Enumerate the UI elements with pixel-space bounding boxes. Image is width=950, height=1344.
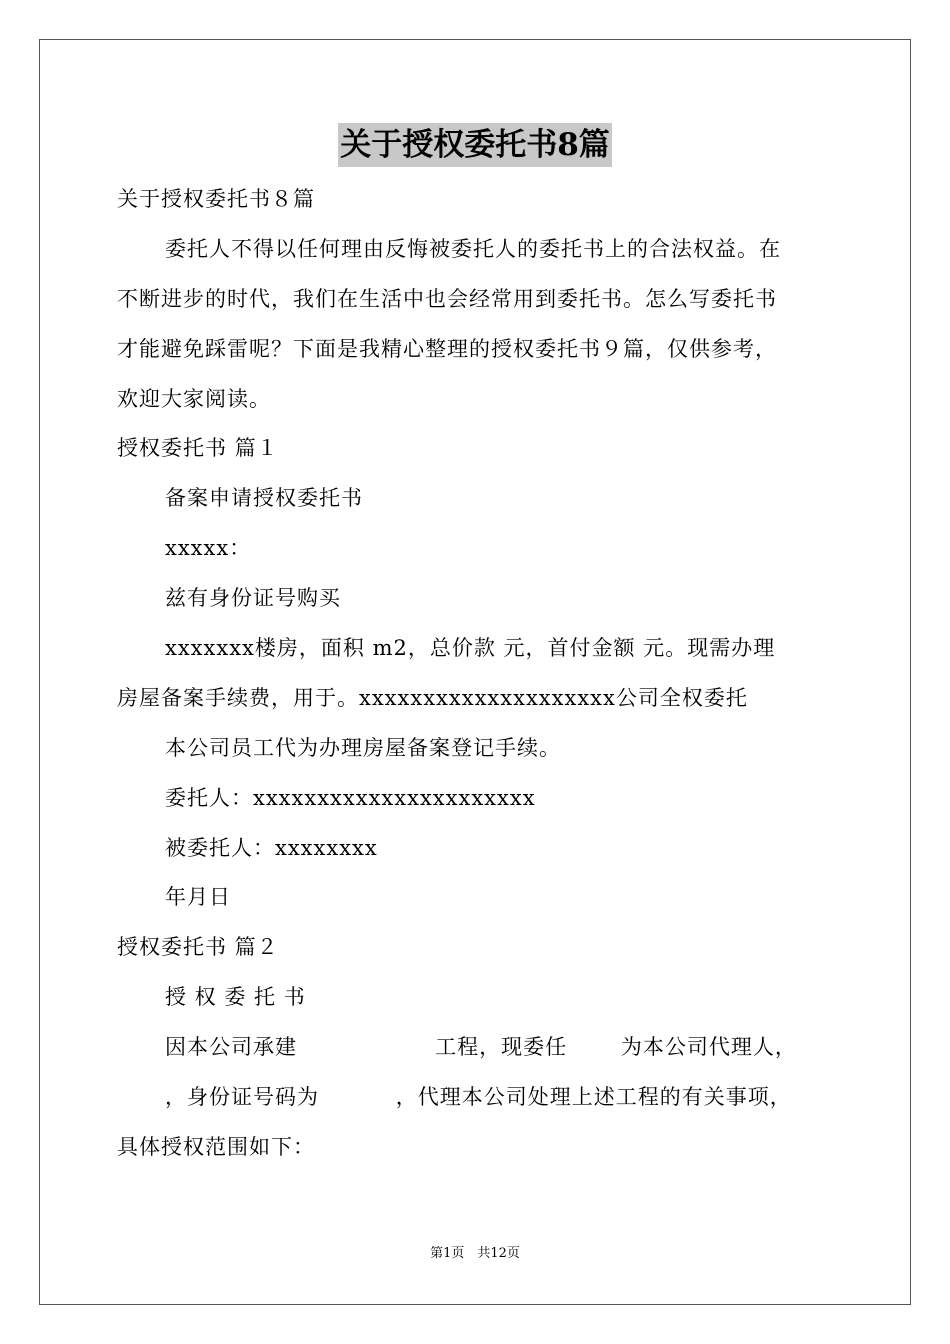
body-line: xxxxx： (165, 536, 252, 560)
page-number-footer: 第1页 共12页 (430, 1246, 520, 1261)
body-line: xxxxxxx楼房，面积 m2，总价款 元，首付金额 元。现需办理 (165, 636, 776, 660)
body-line: 委托人不得以任何理由反悔被委托人的委托书上的合法权益。在 (165, 237, 781, 261)
body-line: 房屋备案手续费，用于。xxxxxxxxxxxxxxxxxxxx公司全权委托 (117, 686, 748, 710)
title-container (0, 123, 950, 167)
document-title: 关于授权委托书8篇 (338, 123, 612, 167)
body-line: 因本公司承建 工程，现委任 为本公司代理人， (165, 1035, 797, 1059)
body-line: 欢迎大家阅读。 (117, 387, 271, 411)
body-line: 备案申请授权委托书 (165, 486, 363, 510)
body-line: 授 权 委 托 书 (165, 985, 306, 1009)
body-line: 才能避免踩雷呢？下面是我精心整理的授权委托书９篇，仅供参考， (117, 337, 777, 361)
body-line: 被委托人：xxxxxxxx (165, 836, 378, 860)
body-line: 本公司员工代为办理房屋备案登记手续。 (165, 736, 561, 760)
body-line: 具体授权范围如下： (117, 1135, 315, 1159)
body-line: ，身份证号码为 ，代理本公司处理上述工程的有关事项， (165, 1085, 792, 1109)
section-heading: 授权委托书 篇２ (117, 935, 279, 959)
body-line: 不断进步的时代，我们在生活中也会经常用到委托书。怎么写委托书 (117, 287, 777, 311)
body-line: 兹有身份证号购买 (165, 586, 341, 610)
body-line: 委托人：xxxxxxxxxxxxxxxxxxxxxx (165, 786, 536, 810)
body-line: 年月日 (165, 885, 231, 909)
body-line: 关于授权委托书８篇 (117, 187, 315, 211)
section-heading: 授权委托书 篇１ (117, 436, 279, 460)
page-border (39, 39, 911, 1305)
